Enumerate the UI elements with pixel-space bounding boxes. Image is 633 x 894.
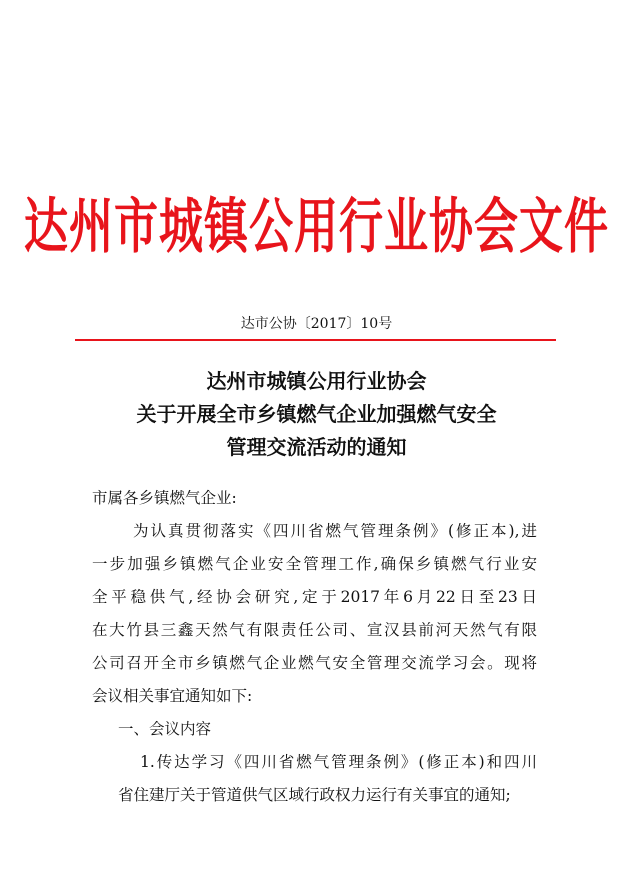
paragraph-line: 会议相关事宜通知如下:: [92, 687, 253, 705]
paragraph-line: 全平稳供气,经协会研究,定于2017年6月22日至23日: [92, 588, 537, 606]
list-item-line: 省住建厅关于管道供气区域行政权力运行有关事宜的通知;: [118, 786, 511, 804]
document-number: 达市公协〔2017〕10号: [240, 316, 393, 332]
paragraph-line: 公司召开全市乡镇燃气企业燃气安全管理交流学习会。现将: [92, 654, 537, 672]
notice-title-line-3: 管理交流活动的通知: [226, 435, 407, 459]
list-item-line: 1.传达学习《四川省燃气管理条例》(修正本)和四川: [140, 753, 537, 771]
paragraph-line: 在大竹县三鑫天然气有限责任公司、宣汉县前河天然气有限: [92, 621, 537, 639]
notice-title-line-1: 达州市城镇公用行业协会: [206, 369, 427, 393]
paragraph-line: 一步加强乡镇燃气企业安全管理工作,确保乡镇燃气行业安: [92, 555, 537, 573]
salutation: 市属各乡镇燃气企业:: [92, 489, 237, 507]
masthead-title: 达州市城镇公用行业协会文件: [24, 192, 609, 262]
paragraph-line: 为认真贯彻落实《四川省燃气管理条例》(修正本),进: [133, 522, 537, 540]
section-heading: 一、会议内容: [118, 720, 212, 738]
notice-title-line-2: 关于开展全市乡镇燃气企业加强燃气安全: [136, 402, 497, 426]
red-divider-line: [75, 339, 556, 341]
